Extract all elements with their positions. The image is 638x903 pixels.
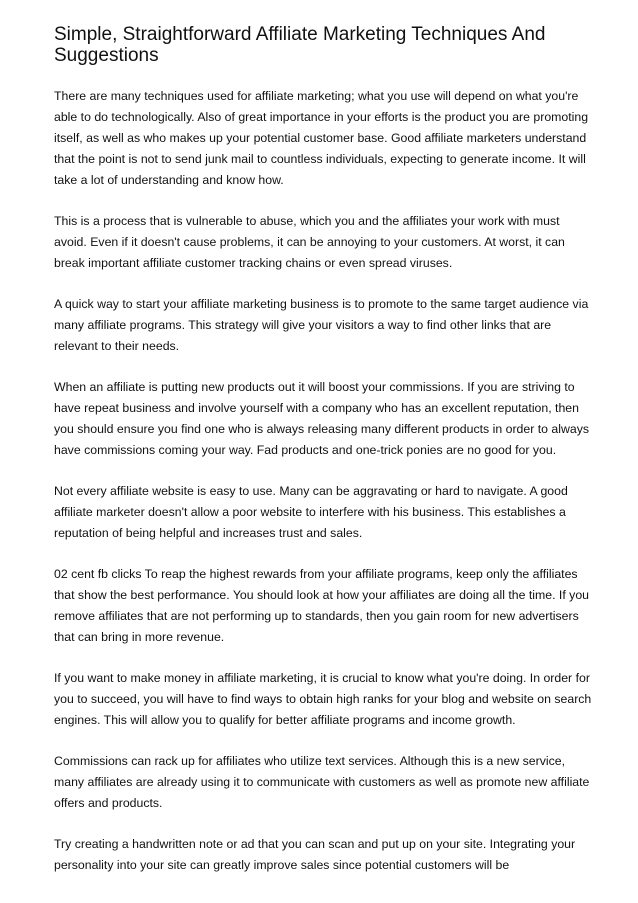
paragraph-2: This is a process that is vulnerable to abuse, which you and the affiliates your work with must avoid. Even if it doesn't cause problems, it can be annoying to your customers. At worst, it can break important affiliate customer tracking chains or even spread viruses. — [54, 214, 565, 270]
document-content — [54, 24, 594, 896]
paragraph-8: Commissions can rack up for affiliates who utilize text services. Although this is a new service, many affiliates are already using it to communicate with customers as well as promote new affiliate offers and products. — [54, 754, 590, 810]
paragraph-6: 02 cent fb clicks To reap the highest rewards from your affiliate programs, keep only the affiliates that show the best performance. You should look at how your affiliates are doing all the time. If you remove affiliates that are not performing up to standards, then you gain room for new advertisers that can bring in more revenue. — [54, 567, 590, 644]
paragraph-1: There are many techniques used for affiliate marketing; what you use will depend on what you're able to do technologically. Also of great importance in your efforts is the product you are promoting itself, as well as who makes up your potential customer base. Good affiliate marketers understand that the point is not to send junk mail to countless individuals, expecting to generate income. It will take a lot of understanding and know how. — [54, 89, 589, 187]
paragraph-5: Not every affiliate website is easy to use. Many can be aggravating or hard to navigate. A good affiliate marketer doesn't allow a poor website to interfere with his business. This establishes a reputation of being helpful and increases trust and sales. — [54, 484, 568, 540]
document-title: Simple, Straightforward Affiliate Marketing Techniques And Suggestions — [54, 24, 546, 66]
paragraph-4: When an affiliate is putting new products out it will boost your commissions. If you are striving to have repeat business and involve yourself with a company who has an excellent reputation, then you should ensure you find one who is always releasing many different products in order to always have commissions coming your way. Fad products and one-trick ponies are no good for you. — [54, 380, 589, 457]
paragraph-9: Try creating a handwritten note or ad that you can scan and put up on your site. Integrating your personality into your site can greatly improve sales since potential customers will be — [54, 837, 576, 872]
paragraph-7: If you want to make money in affiliate marketing, it is crucial to know what you're doing. In order for you to succeed, you will have to find ways to obtain high ranks for your blog and website on search engines. This will allow you to qualify for better affiliate programs and income growth. — [54, 671, 592, 727]
paragraph-3: A quick way to start your affiliate marketing business is to promote to the same target audience via many affiliate programs. This strategy will give your visitors a way to find other links that are relevant to their needs. — [54, 297, 589, 353]
